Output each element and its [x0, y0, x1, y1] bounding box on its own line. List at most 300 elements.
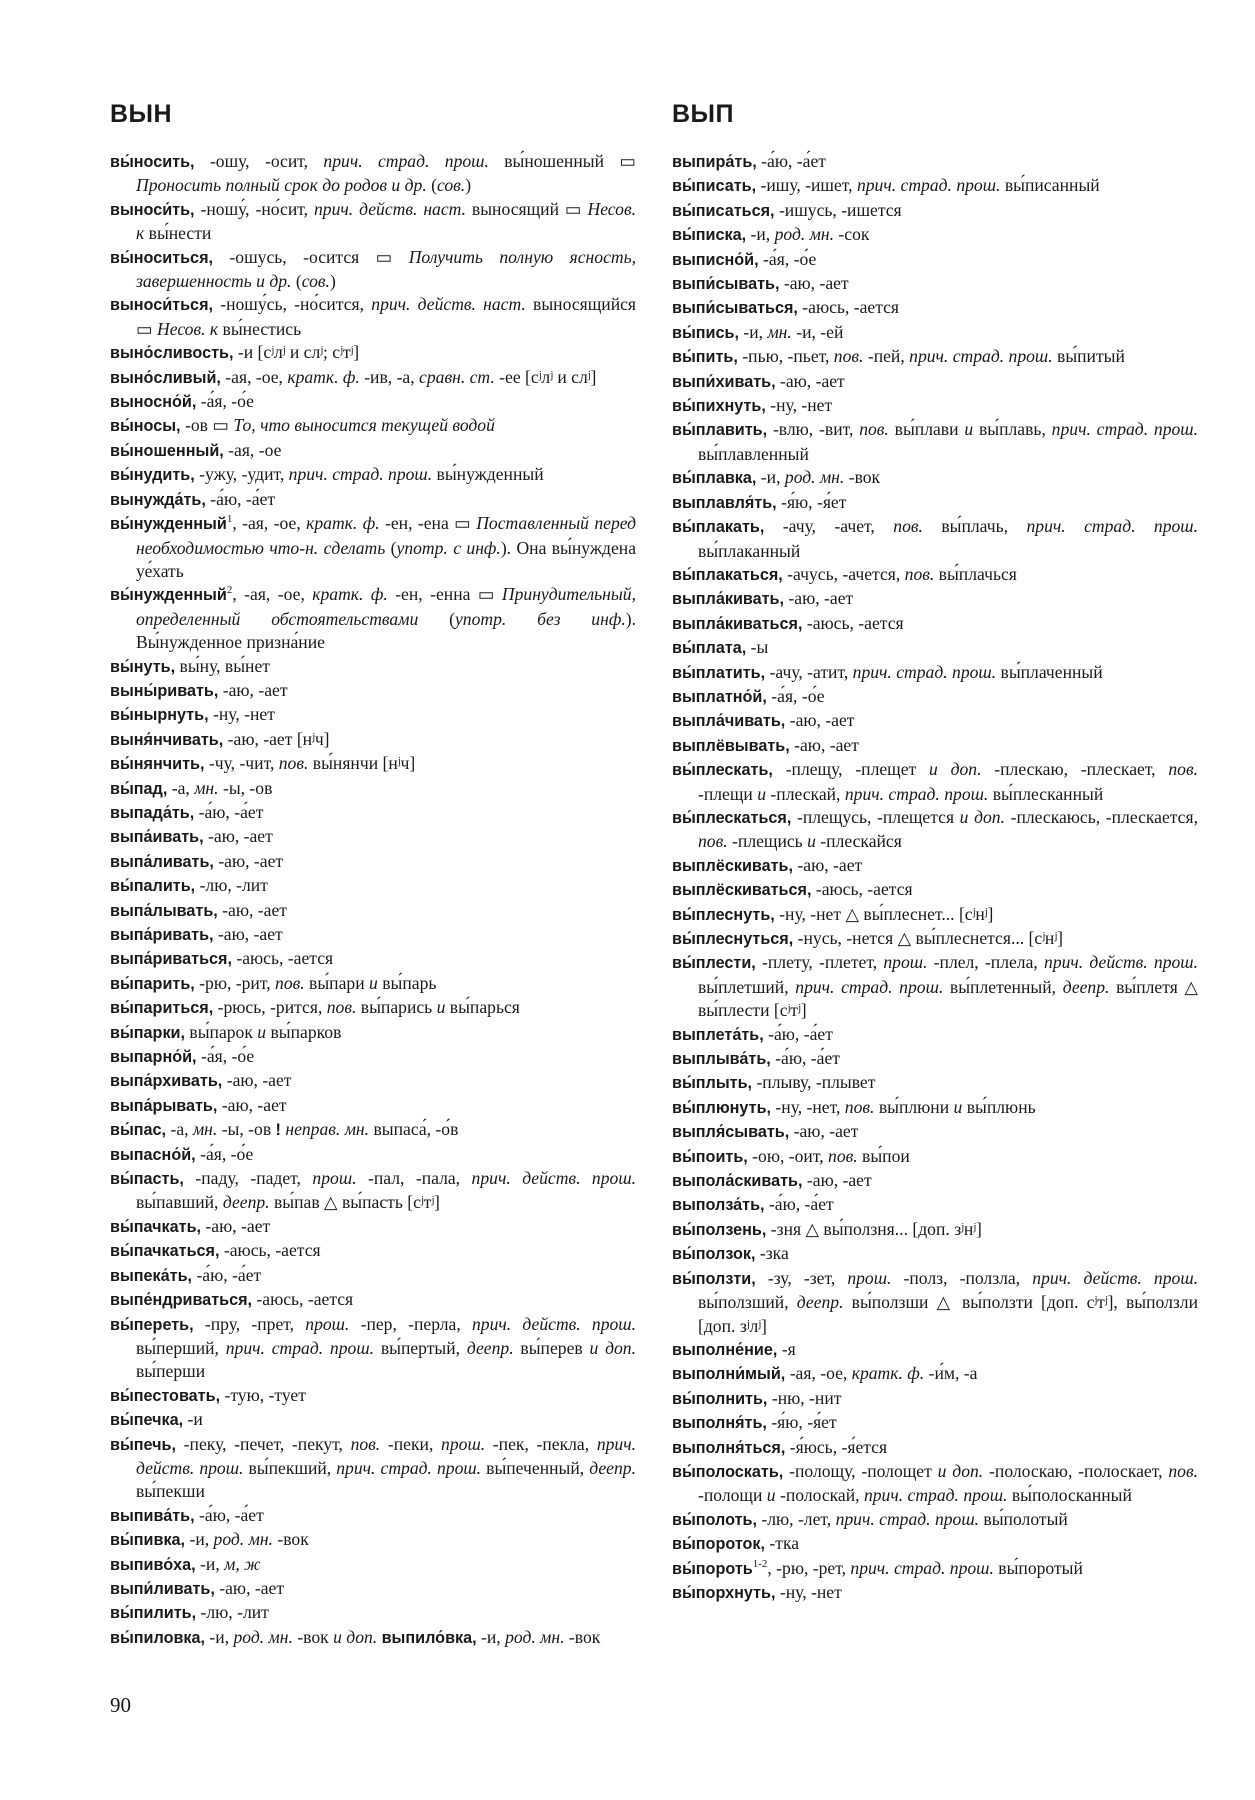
entry-text: ( — [291, 271, 302, 292]
entry-headword: выполни́мый, — [672, 1365, 786, 1384]
entry-headword: вы́нырнуть, — [110, 706, 209, 725]
entry-text: -аю, -ает — [203, 826, 273, 847]
entry-text: -сок — [834, 224, 870, 245]
entry-text: -аю, -ает — [802, 1170, 872, 1191]
entry-label: Несов. к — [136, 198, 637, 244]
entry-text: -ошусь, -осится ▭ — [213, 246, 409, 267]
entry-text: вы́плетший, — [698, 976, 796, 997]
entry-headword: вы́платить, — [672, 663, 766, 682]
entry-text: -и, — [195, 1553, 225, 1574]
entry-headword: выпира́ть, — [672, 153, 757, 171]
entry-headword: вы́ношенный, — [110, 441, 224, 460]
entry-label: кратк. ф. — [312, 584, 388, 605]
dictionary-entry — [110, 293, 636, 341]
entry-headword: выпило́вка, — [381, 1628, 477, 1647]
entry-label: Проносить полный срок до родов и др. — [136, 175, 427, 196]
entry-text: вы́плетенный, — [943, 976, 1063, 997]
dictionary-entry — [672, 636, 1198, 660]
entry-text: -чу, -чит, — [204, 753, 279, 774]
entry-text: -ы, -ов — [218, 777, 273, 798]
dictionary-entry — [110, 1433, 636, 1504]
entry-text: -ишусь, -ишется — [774, 199, 902, 220]
entry-text: -и, — [185, 1529, 214, 1550]
entry-label: прич. страд. прош. — [336, 1457, 482, 1478]
entry-headword: вы́плата, — [672, 639, 747, 658]
right-column — [672, 150, 1198, 1605]
dictionary-entry — [110, 1384, 636, 1408]
dictionary-entry — [672, 1267, 1198, 1338]
entry-text: ). Она вы́нуждена уе́хать — [136, 537, 637, 581]
entry-label: прош. — [441, 1433, 486, 1454]
entry-text: -и [сʲлʲ и слʲ; сʲтʲ] — [233, 342, 360, 363]
entry-text: -ню, -нит — [767, 1387, 842, 1408]
entry-text: -плету, -плетет, — [755, 952, 884, 973]
entry-text: -пеки, — [380, 1433, 442, 1454]
dictionary-entry — [672, 734, 1198, 758]
entry-text: -плещи — [698, 783, 758, 804]
dictionary-entry — [110, 1504, 636, 1528]
entry-headword: выпа́рывать, — [110, 1096, 218, 1115]
entry-headword: вы́пиловка, — [110, 1628, 206, 1647]
entry-text: -а́я, -о́е — [195, 1143, 254, 1164]
homonym-index: 2 — [226, 584, 233, 597]
entry-text: -лю, -лит — [196, 1602, 269, 1623]
entry-text: -аю, -ает — [793, 854, 863, 875]
entry-text: вы́ползший, — [698, 1292, 797, 1313]
dictionary-entry — [110, 947, 636, 971]
entry-text: вы́перши — [136, 1361, 206, 1382]
entry-text: -ношу́сь, -но́сится, — [213, 294, 372, 315]
entry-text: вы́плачь, — [922, 516, 1027, 537]
dictionary-entry — [672, 491, 1198, 515]
entry-label: мн. — [192, 1119, 218, 1140]
entry-label: и доп. — [589, 1337, 636, 1358]
page-number: 90 — [110, 1693, 131, 1717]
entry-text: -лю, -лет, — [756, 1508, 836, 1529]
entry-text: -я — [777, 1338, 796, 1359]
entry-label: прич. действ. прош. — [1032, 1267, 1199, 1288]
dictionary-entry — [672, 223, 1198, 247]
entry-text: -плескаю, -плескает, — [981, 759, 1169, 780]
entry-label: и доп. — [929, 759, 982, 780]
entry-text: -плещу, -плещет — [772, 759, 930, 780]
dictionary-entry — [110, 850, 636, 874]
entry-text: -ачусь, -ачется, — [782, 563, 905, 584]
entry-label: прич. страд. прош. — [835, 1508, 980, 1529]
entry-text: -рю, -рит, — [194, 972, 276, 993]
dictionary-entry — [110, 679, 636, 703]
dictionary-entry — [672, 1557, 1198, 1581]
entry-label: и — [257, 1021, 267, 1042]
entry-text: -аюсь, -ается — [252, 1289, 354, 1310]
entry-text: вы́ползши △ вы́ползти [доп. сʲтʲ], вы́ползли [доп. зʲлʲ] — [698, 1292, 1199, 1336]
entry-text: -аю, -ает — [213, 850, 284, 871]
entry-text: вы́плюнь — [962, 1096, 1036, 1117]
entry-label: употр. с инф. — [396, 537, 501, 558]
entry-text: -плескаюсь, -плескается, — [1004, 806, 1198, 827]
entry-text: -и — [183, 1409, 203, 1430]
entry-text: -ну, -нет, — [771, 1096, 845, 1117]
entry-text: -плещусь, -плещется — [791, 806, 960, 827]
entry-text: -а́ю, -а́ет — [764, 1194, 834, 1215]
entry-label: и доп. — [937, 1460, 984, 1481]
entry-label: сов. — [436, 175, 466, 196]
entry-text: -плескай, — [766, 783, 845, 804]
dictionary-entry — [672, 150, 1198, 174]
entry-text: вы́перший, — [136, 1337, 226, 1358]
dictionary-entry — [110, 801, 636, 825]
entry-headword: выпа́рхивать, — [110, 1072, 223, 1091]
dictionary-entry — [672, 345, 1198, 369]
entry-text: ) — [329, 271, 336, 292]
entry-headword: вы́плеснуться, — [672, 930, 794, 948]
entry-label: прич. страд. прош. — [323, 151, 489, 171]
entry-label: и — [964, 419, 974, 440]
entry-text: -ою, -оит, — [747, 1145, 829, 1166]
dictionary-entry — [110, 1094, 636, 1118]
entry-headword: выпля́сывать, — [672, 1123, 790, 1142]
dictionary-entry — [672, 587, 1198, 611]
entry-headword: вы́носы, — [110, 417, 181, 436]
entry-headword: вы́плескаться, — [672, 808, 792, 827]
dictionary-entry — [110, 583, 636, 654]
dictionary-entry — [672, 1023, 1198, 1047]
entry-text: -аю, -ает — [789, 734, 859, 755]
dictionary-entry — [672, 394, 1198, 418]
entry-text: -паду, -падет, — [183, 1168, 313, 1189]
entry-label: деепр. — [796, 1292, 844, 1313]
entry-headword: вы́носиться, — [110, 248, 214, 267]
entry-text: -аю, -ает — [213, 924, 283, 944]
entry-headword: выно́сливый, — [110, 368, 221, 387]
entry-text: выпаса́, -о́в — [369, 1119, 459, 1140]
dictionary-entry — [110, 1118, 636, 1142]
dictionary-entry — [672, 199, 1198, 223]
dictionary-entry — [110, 777, 636, 801]
entry-label: пов. — [844, 1096, 875, 1117]
entry-text: вы́плавь, — [973, 419, 1052, 440]
entry-text: -и́м, -а — [924, 1363, 978, 1384]
entry-label: неправ. мн. — [285, 1119, 370, 1140]
running-head-right: ВЫП — [672, 100, 734, 128]
entry-label: То, что выносится текущей водой — [233, 415, 495, 436]
entry-headword: выпа́ивать, — [110, 828, 204, 847]
dictionary-entry — [672, 296, 1198, 320]
entry-headword: выплёскиваться, — [672, 881, 812, 900]
entry-headword: выпла́кивать, — [672, 590, 785, 609]
entry-text: вы́пертый, — [374, 1337, 467, 1358]
entry-label: пов. — [278, 753, 309, 774]
entry-headword: выпа́лывать, — [110, 901, 218, 920]
entry-text: -аю, -ает — [779, 273, 849, 294]
dictionary-entry — [110, 1313, 636, 1384]
entry-text: -вок — [844, 467, 881, 488]
dictionary-entry — [110, 463, 636, 487]
entry-label: прич. страд. прош. — [795, 976, 944, 997]
entry-text: -пру, -прет, — [193, 1313, 306, 1334]
dictionary-entry — [672, 466, 1198, 490]
entry-headword: выплёскивать, — [672, 856, 794, 875]
entry-text: вы́плетя △ вы́плести [сʲтʲ] — [698, 976, 1198, 1021]
dictionary-entry — [672, 1581, 1198, 1605]
entry-text: -а́ю, -а́ет — [763, 1023, 833, 1044]
entry-headword: вы́плести, — [672, 954, 756, 973]
entry-headword: вы́пись, — [672, 323, 739, 342]
entry-text: -и, -ей — [791, 321, 844, 342]
entry-text: -аюсь, -ается — [219, 1240, 321, 1261]
entry-text: вы́плаченный — [996, 661, 1103, 682]
entry-text: -ы, -ов — [217, 1119, 276, 1140]
dictionary-entry — [110, 1021, 636, 1045]
entry-text: -ну, -нет — [208, 704, 275, 725]
entry-label: и — [953, 1096, 963, 1117]
entry-headword: вы́парки, — [110, 1023, 185, 1042]
entry-label: кратк. ф. — [851, 1363, 925, 1384]
entry-text: -полоскаю, -полоскает, — [983, 1460, 1169, 1481]
entry-headword: выплёвывать, — [672, 736, 790, 755]
entry-text: -а́я, -о́е — [766, 685, 825, 706]
entry-text: вы́питый — [1052, 346, 1125, 367]
entry-label: пов. — [1168, 759, 1199, 780]
entry-headword: выня́нчивать, — [110, 730, 224, 749]
dictionary-entry — [672, 272, 1198, 296]
entry-label: прош. — [883, 952, 928, 973]
dictionary-entry — [672, 1460, 1198, 1508]
dictionary-entry — [110, 366, 636, 390]
dictionary-entry — [672, 1508, 1198, 1532]
dictionary-entry — [110, 439, 636, 463]
dictionary-entry — [672, 321, 1198, 345]
dictionary-entry — [672, 1242, 1198, 1266]
entry-text: -пек, -пекла, — [485, 1433, 597, 1454]
entry-headword: вы́плакаться, — [672, 565, 783, 584]
dictionary-entry — [672, 1411, 1198, 1435]
entry-headword: выпола́скивать, — [672, 1172, 803, 1191]
entry-text: -аю, -ает — [217, 899, 287, 920]
entry-text: вы́полосканный — [1007, 1485, 1132, 1506]
dictionary-entry — [672, 1436, 1198, 1460]
dictionary-entry — [110, 488, 636, 512]
entry-text: -полощи — [698, 1485, 767, 1506]
entry-text: -ну, -нет △ вы́плеснет... [сʲнʲ] — [774, 903, 994, 924]
entry-headword: выполня́ть, — [672, 1414, 767, 1433]
entry-headword: выполза́ть, — [672, 1196, 765, 1215]
dictionary-entry — [672, 612, 1198, 636]
entry-headword: вы́плакать, — [672, 518, 765, 537]
entry-label: Поставленный перед необходимостью что-н. сделать — [136, 513, 637, 558]
entry-text: -ее [сʲлʲ и слʲ] — [494, 366, 597, 387]
entry-text: -вок — [564, 1626, 601, 1647]
dictionary-entry — [110, 1553, 636, 1577]
entry-headword: выплавля́ть, — [672, 493, 777, 512]
entry-text: вы́поротый — [993, 1557, 1083, 1578]
entry-label: прош. — [305, 1313, 350, 1334]
entry-text: -ов ▭ — [180, 415, 234, 436]
entry-text: -а, — [167, 777, 195, 798]
entry-text: -аюсь, -ается — [797, 297, 900, 318]
entry-headword: вы́полнить, — [672, 1389, 768, 1408]
entry-text: вы́пав △ вы́пасть [сʲтʲ] — [269, 1192, 440, 1213]
dictionary-entry — [672, 1532, 1198, 1556]
entry-text: -пью, -пьет, — [737, 346, 834, 367]
entry-text: -аю, -ает — [785, 710, 855, 731]
entry-label: и — [807, 831, 816, 852]
entry-label: Принудительный, определенный обстоятельствами — [136, 584, 636, 629]
entry-text: -ишу, -ишет, — [756, 175, 857, 196]
entry-headword: вы́писка, — [672, 226, 747, 245]
entry-text: ( — [418, 608, 455, 629]
entry-headword: вы́писать, — [672, 177, 757, 196]
entry-label: прич. страд. прош. — [863, 1485, 1008, 1506]
entry-text: -и, — [746, 224, 775, 245]
homonym-index: 1 — [226, 513, 233, 526]
entry-text: -полоскай, — [775, 1485, 864, 1506]
entry-text: вы́парок — [185, 1021, 258, 1042]
dictionary-entry — [110, 1264, 636, 1288]
entry-headword: выплета́ть, — [672, 1025, 764, 1044]
entry-text: -аю, -ает — [222, 1070, 292, 1091]
entry-text: -ачу, -ачет, — [764, 516, 894, 537]
entry-text: ( — [426, 175, 437, 196]
entry-text: вы́павший, — [136, 1192, 223, 1213]
entry-label: пов. — [350, 1433, 381, 1454]
entry-headword: вы́печь, — [110, 1435, 176, 1454]
entry-headword: выпа́риваться, — [110, 950, 232, 969]
dictionary-entry — [672, 661, 1198, 685]
dictionary-entry — [110, 752, 636, 776]
entry-text: -зка — [755, 1243, 789, 1264]
entry-text: -полз, -ползла, — [891, 1267, 1033, 1288]
entry-label: сов. — [301, 271, 330, 292]
entry-headword: выпи́сывать, — [672, 275, 780, 294]
entry-headword: вы́полоскать, — [672, 1462, 784, 1481]
entry-text: -ая, -ое — [223, 439, 282, 460]
entry-headword: вы́писаться, — [672, 201, 775, 220]
entry-text: ) — [465, 175, 472, 196]
entry-text: , -рю, -рет, — [767, 1557, 851, 1578]
entry-headword: вы́пестовать, — [110, 1386, 221, 1405]
entry-text: -аюсь, -ается — [231, 948, 334, 969]
entry-text: -аю, -ает — [789, 1121, 859, 1142]
dictionary-entry — [110, 899, 636, 923]
entry-text: -а́ю, -а́ет — [756, 151, 826, 171]
entry-text: -а́ю, -а́ет — [192, 1264, 262, 1285]
entry-headword: вы́пихнуть, — [672, 397, 766, 416]
entry-text: вы́плаканный — [698, 540, 801, 561]
entry-headword: вы́плавить, — [672, 421, 768, 440]
dictionary-entry — [110, 728, 636, 752]
entry-label: род. мн. — [505, 1626, 565, 1647]
dictionary-entry — [110, 1239, 636, 1263]
entry-text: вы́плави — [888, 419, 965, 440]
entry-label: и доп. — [959, 806, 1005, 827]
entry-text: -и, — [756, 467, 785, 488]
entry-headword: выпи́сываться, — [672, 299, 798, 318]
entry-headword: вы́париться, — [110, 999, 214, 1018]
entry-text: -а́ю, -а́ет — [770, 1048, 840, 1069]
entry-text: -рюсь, -рится, — [213, 997, 327, 1018]
dictionary-entry — [672, 951, 1198, 1022]
entry-text: -пер, -перла, — [349, 1313, 472, 1334]
entry-label: род. мн. — [784, 467, 845, 488]
entry-text: -ну, -нет — [765, 395, 833, 416]
entry-text: , -ая, -ое, — [232, 584, 313, 605]
entry-text: вы́ношенный ▭ — [488, 151, 636, 171]
entry-label: прич. действ. прош. — [471, 1168, 636, 1189]
entry-headword: вы́пад, — [110, 779, 168, 798]
entry-label: прич. страд. прош. — [852, 661, 997, 682]
dictionary-entry — [110, 1167, 636, 1215]
entry-text: -а́ю, -а́ет — [194, 801, 264, 822]
entry-text: -а́я, -о́е — [196, 1046, 255, 1067]
entry-label: м, ж — [224, 1553, 261, 1574]
running-head-left: ВЫН — [110, 100, 173, 128]
entry-headword: вы́переть, — [110, 1315, 194, 1334]
entry-label: прич. действ. прош. — [471, 1313, 636, 1334]
entry-headword: вы́полоть, — [672, 1510, 757, 1529]
entry-label: и — [369, 972, 378, 993]
dictionary-entry — [672, 174, 1198, 198]
entry-headword: вы́нужденный — [110, 515, 227, 534]
entry-label: и — [757, 783, 767, 804]
entry-label: пов. — [698, 831, 728, 852]
entry-label: прич. страд. прош. — [225, 1337, 375, 1358]
entry-label: и доп. — [333, 1626, 378, 1647]
dictionary-entry — [672, 1218, 1198, 1242]
entry-headword: выноси́ть, — [110, 200, 195, 219]
entry-headword: вы́пороть — [672, 1559, 753, 1578]
dictionary-entry — [672, 1047, 1198, 1071]
dictionary-entry — [672, 758, 1198, 806]
entry-label: прич. страд. прош. — [1026, 516, 1198, 537]
entry-mark: ! — [275, 1121, 281, 1140]
entry-text: вы́полотый — [979, 1508, 1068, 1529]
dictionary-entry — [672, 709, 1198, 733]
entry-text: -пей, — [863, 346, 910, 367]
entry-label: деепр. — [589, 1457, 636, 1478]
entry-headword: вы́плюнуть, — [672, 1098, 772, 1117]
entry-headword: вы́пачкаться, — [110, 1242, 220, 1261]
dictionary-entry — [110, 996, 636, 1020]
entry-text: вы́печенный, — [481, 1457, 590, 1478]
entry-text: -и, — [738, 321, 768, 342]
entry-headword: вы́нужденный — [110, 586, 227, 605]
entry-headword: вы́ползень, — [672, 1220, 767, 1239]
entry-headword: вы́ползок, — [672, 1245, 756, 1264]
entry-text: -а́я, -о́е — [758, 248, 817, 269]
entry-text: -ну, -нет — [775, 1581, 842, 1602]
entry-text: -а́я, -о́е — [196, 391, 254, 412]
entry-headword: вы́палить, — [110, 877, 196, 896]
homonym-index: 1-2 — [752, 1557, 768, 1570]
entry-text: -пеку, -печет, -пекут, — [176, 1433, 351, 1454]
entry-headword: вы́нянчить, — [110, 755, 205, 774]
entry-text: -плыву, -плывет — [752, 1072, 876, 1093]
entry-label: прич. действ. прош. — [136, 1433, 637, 1478]
dictionary-entry — [110, 1069, 636, 1093]
entry-text: -аю, -ает — [218, 679, 288, 700]
entry-headword: выпи́ливать, — [110, 1579, 215, 1598]
entry-text: вы́нянчи [нʲч] — [308, 753, 416, 774]
entry-text: -а, — [166, 1119, 193, 1140]
dictionary-entry — [672, 370, 1198, 394]
entry-text: -а́ю, -а́ет — [205, 488, 276, 509]
entry-text: -влю, -вит, — [767, 419, 860, 440]
entry-label: кратк. ф. — [287, 366, 360, 387]
entry-headword: выпа́ривать, — [110, 926, 214, 944]
entry-text: -аюсь, -ается — [802, 612, 904, 633]
entry-headword: вы́поить, — [672, 1147, 748, 1166]
